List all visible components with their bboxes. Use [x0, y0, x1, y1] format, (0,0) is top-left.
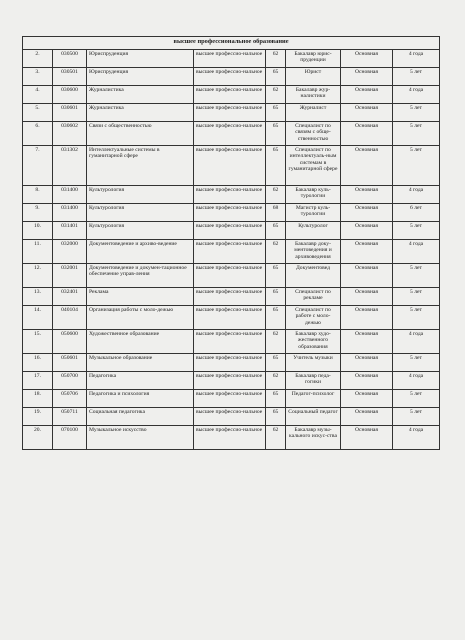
table-row: [23, 263, 440, 287]
row-number: 13.: [23, 287, 53, 305]
specialty-name: Юриспруденция: [87, 49, 194, 67]
study-term: 5 лет: [393, 287, 440, 305]
specialty-code: 031400: [53, 203, 87, 221]
specialty-code: 050700: [53, 371, 87, 389]
study-term: 4 года: [393, 329, 440, 353]
study-form: Основная: [341, 407, 393, 425]
level-code: 62: [266, 49, 286, 67]
table-row: [23, 203, 440, 221]
study-form: Основная: [341, 287, 393, 305]
row-number: 17.: [23, 371, 53, 389]
specialty-code: 050600: [53, 329, 87, 353]
specialty-name: Культурология: [87, 221, 194, 239]
study-term: 5 лет: [393, 263, 440, 287]
level-code: 65: [266, 121, 286, 145]
education-level: высшее профессио-нальное: [194, 67, 266, 85]
specialty-name: Культурология: [87, 185, 194, 203]
specialty-name: Социальная педагогика: [87, 407, 194, 425]
row-number: 19.: [23, 407, 53, 425]
study-term: 5 лет: [393, 121, 440, 145]
table-row: [23, 329, 440, 353]
table-row: [23, 239, 440, 263]
study-term: 4 года: [393, 85, 440, 103]
qualification: Педагог-психолог: [286, 389, 341, 407]
qualification: Специалист по интеллектуаль-ным системам в гуманитарной сфере: [286, 145, 341, 185]
qualification: Бакалавр жур-налистики: [286, 85, 341, 103]
level-code: 65: [266, 389, 286, 407]
specialty-name: Документоведение и докумен-тационное обеспечение управ-ления: [87, 263, 194, 287]
education-level: высшее профессио-нальное: [194, 239, 266, 263]
row-number: 7.: [23, 145, 53, 185]
education-level: высшее профессио-нальное: [194, 121, 266, 145]
row-number: 12.: [23, 263, 53, 287]
qualification: Специалист по рекламе: [286, 287, 341, 305]
study-form: Основная: [341, 49, 393, 67]
row-number: 8.: [23, 185, 53, 203]
study-form: Основная: [341, 145, 393, 185]
row-number: 2.: [23, 49, 53, 67]
study-term: 4 года: [393, 185, 440, 203]
education-level: высшее профессио-нальное: [194, 103, 266, 121]
table-row: [23, 121, 440, 145]
education-level: высшее профессио-нальное: [194, 145, 266, 185]
education-level: высшее профессио-нальное: [194, 305, 266, 329]
study-term: 4 года: [393, 371, 440, 389]
education-level: высшее профессио-нальное: [194, 407, 266, 425]
study-term: 4 года: [393, 425, 440, 449]
qualification: Культуролог: [286, 221, 341, 239]
specialty-name: Культурология: [87, 203, 194, 221]
qualification: Социальный педагог: [286, 407, 341, 425]
level-code: 62: [266, 185, 286, 203]
specialty-code: 030601: [53, 103, 87, 121]
specialty-code: 030501: [53, 67, 87, 85]
specialty-name: Связи с общественностью: [87, 121, 194, 145]
table-row: [23, 67, 440, 85]
study-term: 4 года: [393, 239, 440, 263]
study-form: Основная: [341, 389, 393, 407]
table-row: [23, 287, 440, 305]
specialty-name: Интеллектуальные системы в гуманитарной сфере: [87, 145, 194, 185]
study-term: 5 лет: [393, 221, 440, 239]
table-row: [23, 353, 440, 371]
specialty-code: 031401: [53, 221, 87, 239]
level-code: 62: [266, 329, 286, 353]
specialty-name: Музыкальное образование: [87, 353, 194, 371]
education-level: высшее профессио-нальное: [194, 263, 266, 287]
qualification: Учитель музыки: [286, 353, 341, 371]
level-code: 62: [266, 239, 286, 263]
specialty-name: Юриспруденция: [87, 67, 194, 85]
study-form: Основная: [341, 67, 393, 85]
table-row: [23, 371, 440, 389]
qualification: Документовед: [286, 263, 341, 287]
specialty-code: 032401: [53, 287, 87, 305]
level-code: 65: [266, 287, 286, 305]
specialty-code: 070100: [53, 425, 87, 449]
level-code: 65: [266, 305, 286, 329]
table-row: [23, 221, 440, 239]
specialty-code: 030602: [53, 121, 87, 145]
qualification: Бакалавр педа-гогики: [286, 371, 341, 389]
study-form: Основная: [341, 329, 393, 353]
qualification: Бакалавр худо-жественного образования: [286, 329, 341, 353]
row-number: 4.: [23, 85, 53, 103]
specialty-name: Музыкальное искусство: [87, 425, 194, 449]
specialty-name: Организация работы с моло-дежью: [87, 305, 194, 329]
education-level: высшее профессио-нальное: [194, 185, 266, 203]
level-code: 62: [266, 371, 286, 389]
specialty-code: 050711: [53, 407, 87, 425]
table-row: [23, 425, 440, 449]
qualification: Бакалавр музы-кального искус-ства: [286, 425, 341, 449]
specialty-name: Журналистика: [87, 85, 194, 103]
row-number: 16.: [23, 353, 53, 371]
specialty-name: Художественное образование: [87, 329, 194, 353]
study-form: Основная: [341, 371, 393, 389]
qualification: Магистр куль-турологии: [286, 203, 341, 221]
study-form: Основная: [341, 85, 393, 103]
education-level: высшее профессио-нальное: [194, 203, 266, 221]
qualification: Журналист: [286, 103, 341, 121]
specialty-name: Педагогика и психология: [87, 389, 194, 407]
level-code: 65: [266, 145, 286, 185]
specialty-code: 030500: [53, 49, 87, 67]
study-term: 5 лет: [393, 305, 440, 329]
specialty-code: 032001: [53, 263, 87, 287]
specialty-name: Реклама: [87, 287, 194, 305]
table-row: [23, 103, 440, 121]
study-term: 5 лет: [393, 407, 440, 425]
specialty-code: 031400: [53, 185, 87, 203]
table-row: [23, 407, 440, 425]
education-level: высшее профессио-нальное: [194, 425, 266, 449]
specialty-code: 040104: [53, 305, 87, 329]
study-form: Основная: [341, 239, 393, 263]
level-code: 62: [266, 425, 286, 449]
level-code: 65: [266, 263, 286, 287]
specialties-table: [22, 36, 440, 450]
study-term: 5 лет: [393, 103, 440, 121]
table-row: [23, 305, 440, 329]
table-row: [23, 49, 440, 67]
education-level: высшее профессио-нальное: [194, 85, 266, 103]
education-level: высшее профессио-нальное: [194, 287, 266, 305]
specialty-code: 050706: [53, 389, 87, 407]
study-form: Основная: [341, 221, 393, 239]
specialties-table-container: [22, 36, 439, 450]
level-code: 68: [266, 203, 286, 221]
qualification: Специалист по работе с моло-дежью: [286, 305, 341, 329]
education-level: высшее профессио-нальное: [194, 49, 266, 67]
level-code: 65: [266, 407, 286, 425]
row-number: 5.: [23, 103, 53, 121]
education-level: высшее профессио-нальное: [194, 371, 266, 389]
row-number: 10.: [23, 221, 53, 239]
level-code: 65: [266, 353, 286, 371]
specialty-name: Педагогика: [87, 371, 194, 389]
level-code: 65: [266, 103, 286, 121]
row-number: 20.: [23, 425, 53, 449]
education-level: высшее профессио-нальное: [194, 389, 266, 407]
study-form: Основная: [341, 185, 393, 203]
specialty-code: 032000: [53, 239, 87, 263]
level-code: 62: [266, 85, 286, 103]
table-row: [23, 389, 440, 407]
study-form: Основная: [341, 353, 393, 371]
education-level: высшее профессио-нальное: [194, 221, 266, 239]
education-level: высшее профессио-нальное: [194, 353, 266, 371]
qualification: Бакалавр куль-турологии: [286, 185, 341, 203]
table-row: [23, 85, 440, 103]
qualification: Юрист: [286, 67, 341, 85]
row-number: 6.: [23, 121, 53, 145]
study-form: Основная: [341, 263, 393, 287]
row-number: 18.: [23, 389, 53, 407]
study-form: Основная: [341, 103, 393, 121]
specialty-code: 030600: [53, 85, 87, 103]
qualification: Бакалавр доку-ментоведения и архивоведения: [286, 239, 341, 263]
study-term: 5 лет: [393, 389, 440, 407]
row-number: 14.: [23, 305, 53, 329]
study-term: 6 лет: [393, 203, 440, 221]
row-number: 3.: [23, 67, 53, 85]
study-term: 5 лет: [393, 145, 440, 185]
study-form: Основная: [341, 203, 393, 221]
qualification: Бакалавр юрис-пруденции: [286, 49, 341, 67]
specialty-code: 050601: [53, 353, 87, 371]
section-title: высшее профессиональное образование: [23, 37, 440, 50]
table-row: [23, 185, 440, 203]
level-code: 65: [266, 221, 286, 239]
specialty-name: Журналистика: [87, 103, 194, 121]
study-term: 5 лет: [393, 353, 440, 371]
row-number: 15.: [23, 329, 53, 353]
row-number: 9.: [23, 203, 53, 221]
level-code: 65: [266, 67, 286, 85]
study-form: Основная: [341, 425, 393, 449]
study-form: Основная: [341, 121, 393, 145]
education-level: высшее профессио-нальное: [194, 329, 266, 353]
study-term: 4 года: [393, 49, 440, 67]
study-term: 5 лет: [393, 67, 440, 85]
table-row: [23, 145, 440, 185]
specialty-code: 031302: [53, 145, 87, 185]
section-header-row: [23, 37, 440, 50]
specialty-name: Документоведение и архиво-ведение: [87, 239, 194, 263]
qualification: Специалист по связям с обще-ственностью: [286, 121, 341, 145]
study-form: Основная: [341, 305, 393, 329]
row-number: 11.: [23, 239, 53, 263]
